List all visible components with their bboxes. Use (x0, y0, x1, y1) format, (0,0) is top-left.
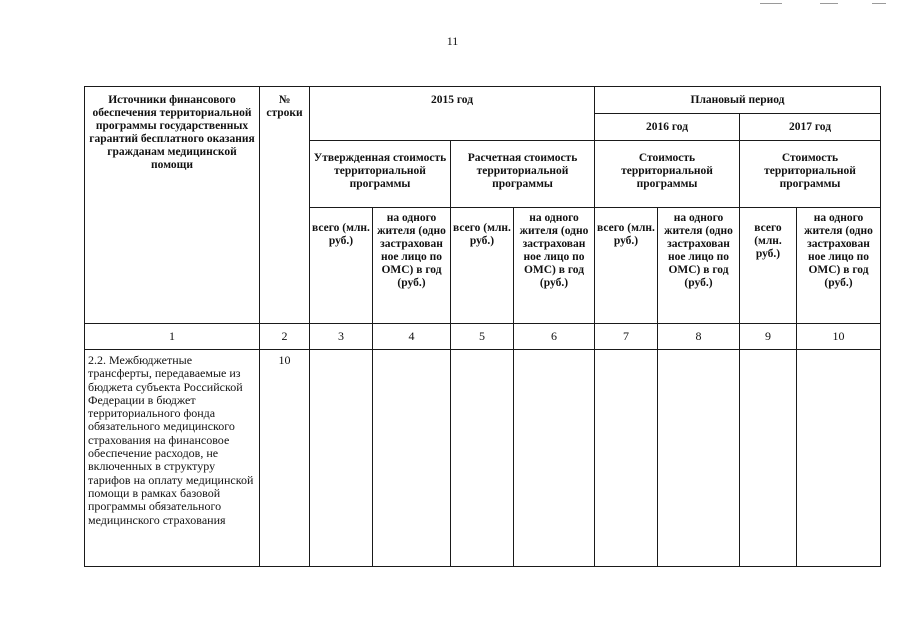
column-number: 7 (595, 324, 658, 350)
value-cell (310, 350, 373, 567)
value-cell (451, 350, 514, 567)
column-number: 4 (373, 324, 451, 350)
scan-mark (872, 3, 886, 4)
column-number: 2 (260, 324, 310, 350)
column-number: 9 (740, 324, 797, 350)
header-per-person-2017: на одного жителя (одно застрахован ное лицо по ОМС) в год (руб.) (797, 208, 881, 324)
header-per-person-2015-approved: на одного жителя (одно застрахован ное лицо по ОМС) в год (руб.) (373, 208, 451, 324)
header-year-2016: 2016 год (595, 114, 740, 141)
value-cell (740, 350, 797, 567)
header-total-2016: всего (млн. руб.) (595, 208, 658, 324)
header-sources: Источники финансового обеспечения территориальной программы государственных гарантий бесплатного оказания гражданам медицинской помощи (85, 87, 260, 324)
header-planned-period: Плановый период (595, 87, 881, 114)
column-number: 8 (658, 324, 740, 350)
header-cost-2017: Стоимость территориальной программы (740, 141, 881, 208)
header-year-2015: 2015 год (310, 87, 595, 141)
column-number: 3 (310, 324, 373, 350)
header-cost-2016: Стоимость территориальной программы (595, 141, 740, 208)
header-approved-cost: Утвержденная стоимость территориальной программы (310, 141, 451, 208)
header-year-2017: 2017 год (740, 114, 881, 141)
financing-table (84, 86, 881, 567)
value-cell (797, 350, 881, 567)
header-total-2015-approved: всего (млн. руб.) (310, 208, 373, 324)
header-row-number: № строки (260, 87, 310, 324)
table-row (85, 350, 881, 567)
header-total-2017: всего (млн. руб.) (740, 208, 797, 324)
column-number: 1 (85, 324, 260, 350)
header-total-2015-calculated: всего (млн. руб.) (451, 208, 514, 324)
column-number: 10 (797, 324, 881, 350)
column-number: 6 (514, 324, 595, 350)
scan-mark (760, 3, 782, 4)
value-cell (658, 350, 740, 567)
value-cell (514, 350, 595, 567)
header-calculated-cost: Расчетная стоимость территориальной программы (451, 141, 595, 208)
value-cell (595, 350, 658, 567)
row-number: 10 (260, 350, 310, 567)
header-per-person-2016: на одного жителя (одно застрахован ное лицо по ОМС) в год (руб.) (658, 208, 740, 324)
header-per-person-2015-calculated: на одного жителя (одно застрахован ное лицо по ОМС) в год (руб.) (514, 208, 595, 324)
value-cell (373, 350, 451, 567)
scan-mark (820, 3, 838, 4)
page-number: 11 (446, 34, 459, 48)
column-number: 5 (451, 324, 514, 350)
row-label: 2.2. Межбюджетные трансферты, передаваемые из бюджета субъекта Российской Федерации в бюджет территориального фонда обязательного медицинского страхования на финансовое обеспечение расходов, не включенных в структуру тарифов на оплату медицинской помощи в рамках базовой программы обязательного медицинского страхования (85, 350, 260, 567)
